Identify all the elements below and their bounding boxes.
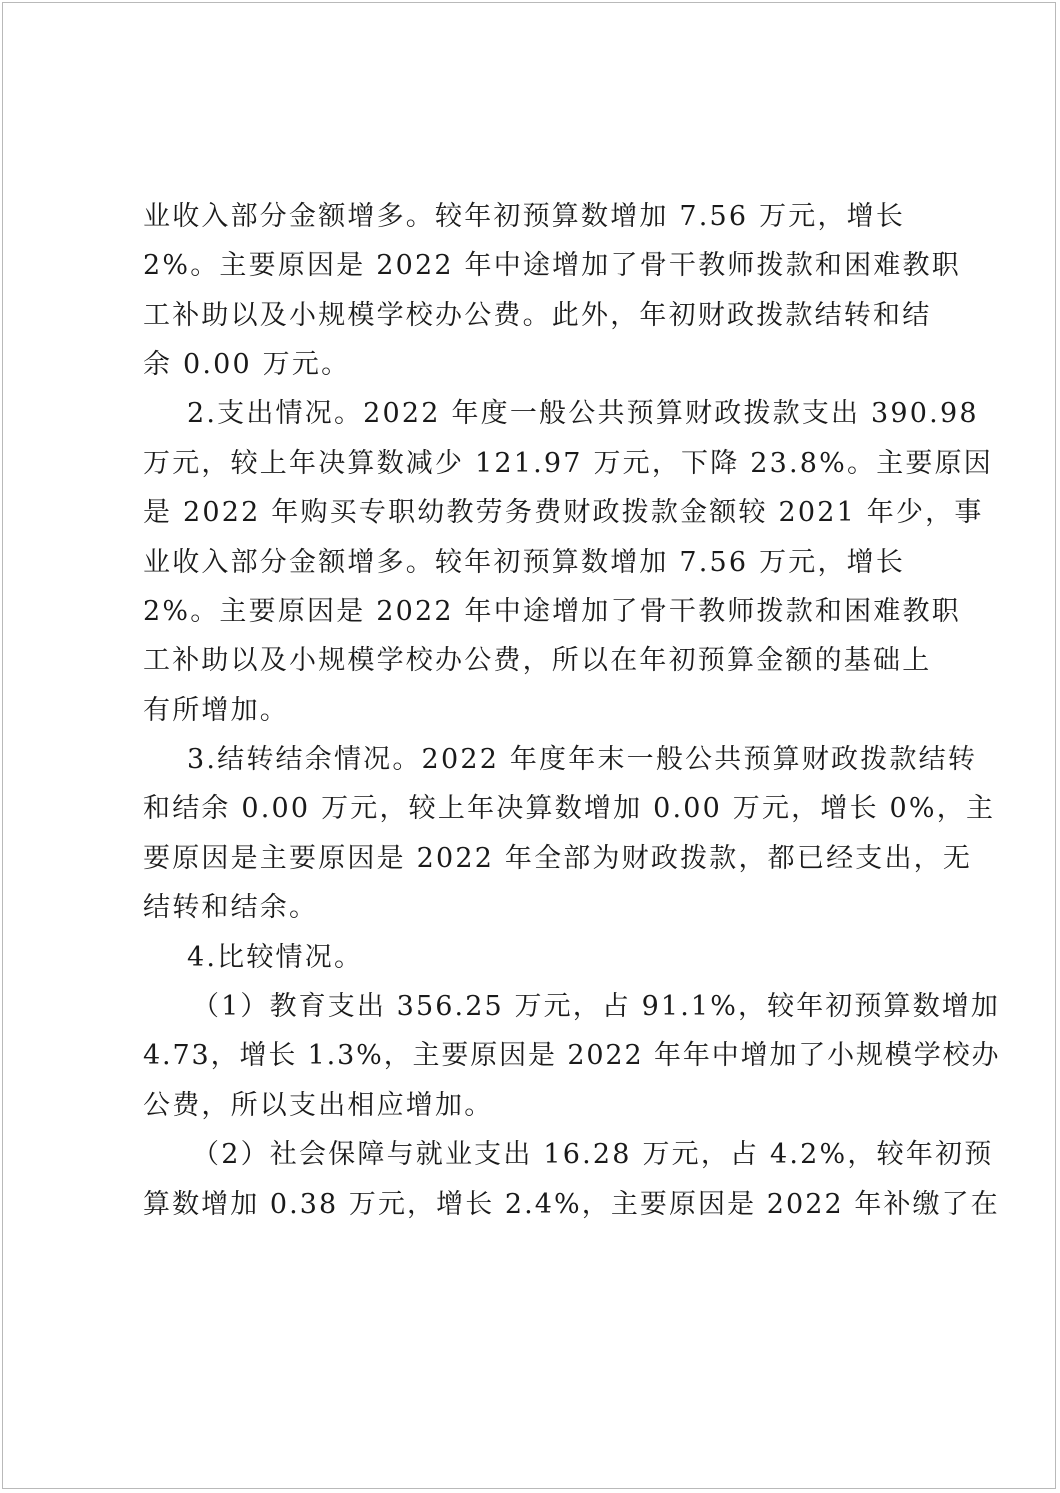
text-line: 业收入部分金额增多。较年初预算数增加 7.56 万元，增长	[143, 547, 906, 578]
text-line: 算数增加 0.38 万元，增长 2.4%，主要原因是 2022 年补缴了在	[143, 1189, 1000, 1220]
text-line: 是 2022 年购买专职幼教劳务费财政拨款金额较 2021 年少，事	[143, 497, 984, 528]
text-line: 工补助以及小规模学校办公费。此外，年初财政拨款结转和结	[143, 300, 932, 331]
text-line: 公费，所以支出相应增加。	[143, 1090, 494, 1121]
text-line: 4.73，增长 1.3%，主要原因是 2022 年年中增加了小规模学校办	[143, 1040, 1001, 1071]
text-line: 有所增加。	[143, 695, 289, 726]
text-line: 和结余 0.00 万元，较上年决算数增加 0.00 万元，增长 0%，主	[143, 793, 996, 824]
text-line: 2%。主要原因是 2022 年中途增加了骨干教师拨款和困难教职	[143, 596, 961, 627]
text-line: 结转和结余。	[143, 892, 319, 923]
text-line: 4.比较情况。	[187, 942, 364, 973]
text-line: （1）教育支出 356.25 万元，占 91.1%，较年初预算数增加	[192, 991, 1000, 1022]
text-line: 工补助以及小规模学校办公费，所以在年初预算金额的基础上	[143, 645, 932, 676]
text-line: （2）社会保障与就业支出 16.28 万元，占 4.2%，较年初预	[192, 1139, 994, 1170]
text-line: 2%。主要原因是 2022 年中途增加了骨干教师拨款和困难教职	[143, 250, 961, 281]
text-line: 3.结转结余情况。2022 年度年末一般公共预算财政拨款结转	[187, 744, 978, 775]
text-line: 业收入部分金额增多。较年初预算数增加 7.56 万元，增长	[143, 201, 906, 232]
text-line: 余 0.00 万元。	[143, 349, 351, 380]
text-line: 万元，较上年决算数减少 121.97 万元，下降 23.8%。主要原因	[143, 448, 993, 479]
text-line: 2.支出情况。2022 年度一般公共预算财政拨款支出 390.98	[187, 398, 979, 429]
text-line: 要原因是主要原因是 2022 年全部为财政拨款，都已经支出，无	[143, 843, 973, 874]
